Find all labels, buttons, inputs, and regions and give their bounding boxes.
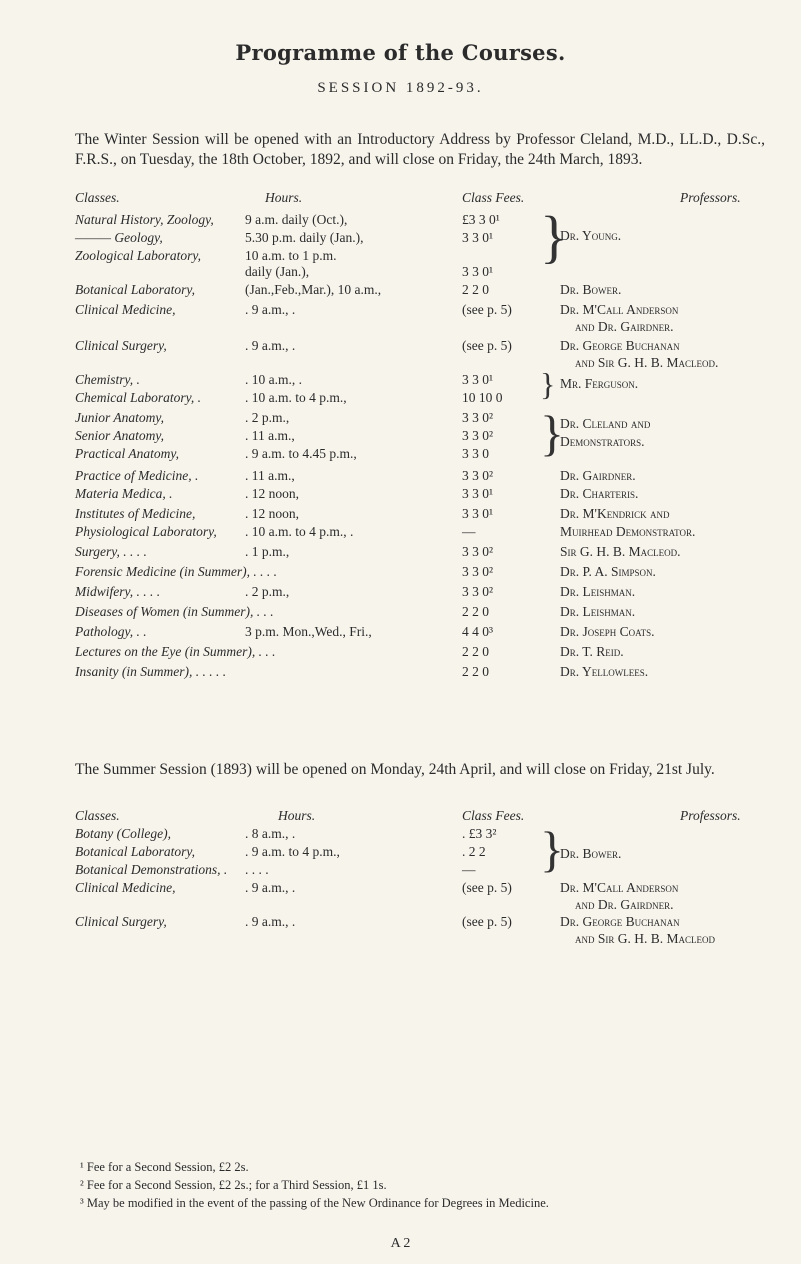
winter-class: Diseases of Women (in Summer), . . . bbox=[75, 604, 274, 619]
winter-fees: 3 3 0² bbox=[462, 564, 494, 579]
summer-row bbox=[0, 826, 801, 844]
winter-row bbox=[0, 506, 801, 524]
summer-fees: (see p. 5) bbox=[462, 914, 512, 929]
winter-fees: 3 3 0² bbox=[462, 468, 494, 483]
winter-row bbox=[0, 524, 801, 542]
summer-hours: . 9 a.m. to 4 p.m., bbox=[245, 844, 340, 859]
winter-fees: 3 3 0² bbox=[462, 584, 494, 599]
winter-professor-2: and Sir G. H. B. Macleod. bbox=[575, 355, 719, 370]
winter-row bbox=[0, 544, 801, 562]
winter-hours: . 12 noon, bbox=[245, 486, 299, 501]
winter-fees: £3 3 0¹ bbox=[462, 212, 500, 227]
summer-class: Clinical Medicine, bbox=[75, 880, 176, 895]
winter-class: Institutes of Medicine, bbox=[75, 506, 196, 521]
winter-class: Chemistry, . bbox=[75, 372, 140, 387]
winter-professor: Dr. Gairdner. bbox=[560, 468, 636, 483]
winter-hours: . 2 p.m., bbox=[245, 410, 290, 425]
summer-row bbox=[0, 862, 801, 880]
summer-hours: . 9 a.m., . bbox=[245, 880, 296, 895]
prof-ferguson: Mr. Ferguson. bbox=[560, 376, 639, 391]
prof-cleland: Dr. Cleland and bbox=[560, 416, 651, 431]
winter-class: Materia Medica, . bbox=[75, 486, 173, 501]
winter-row bbox=[0, 338, 801, 356]
winter-professor: Dr. T. Reid. bbox=[560, 644, 624, 659]
winter-class: Senior Anatomy, bbox=[75, 428, 164, 443]
winter-class: Chemical Laboratory, . bbox=[75, 390, 202, 405]
summer-fees: . 2 2 bbox=[462, 844, 486, 859]
summer-class: Clinical Surgery, bbox=[75, 914, 167, 929]
winter-professor: Dr. George Buchanan bbox=[560, 338, 680, 353]
summer-class: Botanical Demonstrations, . bbox=[75, 862, 228, 877]
winter-hours: . 2 p.m., bbox=[245, 584, 290, 599]
winter-row-cont bbox=[0, 319, 801, 337]
winter-professor: Dr. Joseph Coats. bbox=[560, 624, 655, 639]
winter-class: ——— Geology, bbox=[75, 230, 163, 245]
winter-fees: 3 3 0 bbox=[462, 446, 489, 461]
winter-class: Natural History, Zoology, bbox=[75, 212, 214, 227]
winter-class: Pathology, . . bbox=[75, 624, 147, 639]
prof-bower-summer: Dr. Bower. bbox=[560, 846, 622, 861]
winter-intro: The Winter Session will be opened with an Introductory Address by Professor Cleland, M.D., LL.D., D.Sc., F.R.S., on Tuesday, the 18th October, 1892, and will close on Friday, the 24th March, 1893. bbox=[75, 131, 765, 168]
winter-fees: 3 3 0¹ bbox=[462, 372, 494, 387]
winter-fees: 3 3 0² bbox=[462, 428, 494, 443]
winter-fees: 3 3 0¹ bbox=[462, 264, 494, 279]
summer-professor-2: and Dr. Gairdner. bbox=[575, 897, 674, 912]
summer-class: Botanical Laboratory, bbox=[75, 844, 196, 859]
winter-fees: 2 2 0 bbox=[462, 604, 489, 619]
winter-hours: . 9 a.m., . bbox=[245, 302, 296, 317]
winter-professor: Dr. Yellowlees. bbox=[560, 664, 649, 679]
footnote-1: ¹ Fee for a Second Session, £2 2s. bbox=[80, 1160, 249, 1174]
winter-fees: 10 10 0 bbox=[462, 390, 503, 405]
summer-fees: (see p. 5) bbox=[462, 880, 512, 895]
winter-fees: 2 2 0 bbox=[462, 664, 489, 679]
winter-row bbox=[0, 664, 801, 682]
winter-class: Practice of Medicine, . bbox=[75, 468, 199, 483]
winter-class: Midwifery, . . . . bbox=[75, 584, 161, 599]
summer-fees: . £3 3² bbox=[462, 826, 497, 841]
winter-class: Clinical Medicine, bbox=[75, 302, 176, 317]
summer-intro: The Summer Session (1893) will be opened on Monday, 24th April, and will close on Friday, 21st July. bbox=[75, 761, 715, 778]
winter-row bbox=[0, 468, 801, 486]
winter-hours: . 11 a.m., bbox=[245, 428, 295, 443]
winter-row bbox=[0, 584, 801, 602]
winter-row bbox=[0, 282, 801, 300]
col-fees: Class Fees. bbox=[462, 190, 525, 205]
winter-hours: . 9 a.m., . bbox=[245, 338, 296, 353]
winter-row bbox=[0, 604, 801, 622]
summer-row-cont bbox=[0, 897, 801, 915]
winter-class: Botanical Laboratory, bbox=[75, 282, 196, 297]
summer-row-cont bbox=[0, 931, 801, 949]
winter-professor: Dr. P. A. Simpson. bbox=[560, 564, 656, 579]
winter-professor: Dr. Charteris. bbox=[560, 486, 639, 501]
winter-hours: . 1 p.m., bbox=[245, 544, 290, 559]
winter-fees: 3 3 0² bbox=[462, 410, 494, 425]
winter-hours: . 9 a.m. to 4.45 p.m., bbox=[245, 446, 357, 461]
winter-professor: Dr. Leishman. bbox=[560, 604, 636, 619]
winter-class: Clinical Surgery, bbox=[75, 338, 167, 353]
summer-row bbox=[0, 914, 801, 932]
winter-fees: (see p. 5) bbox=[462, 338, 512, 353]
winter-fees: — bbox=[462, 524, 476, 539]
prof-young: Dr. Young. bbox=[560, 228, 622, 243]
winter-row bbox=[0, 644, 801, 662]
winter-fees: (see p. 5) bbox=[462, 302, 512, 317]
summer-professor: Dr. George Buchanan bbox=[560, 914, 680, 929]
col-hours: Hours. bbox=[265, 190, 303, 205]
footnote-2: ² Fee for a Second Session, £2 2s.; for a Third Session, £1 1s. bbox=[80, 1178, 387, 1192]
winter-hours: 10 a.m. to 1 p.m. bbox=[245, 248, 337, 263]
winter-class: Lectures on the Eye (in Summer), . . . bbox=[75, 644, 276, 659]
brace-young: } bbox=[540, 204, 568, 269]
winter-professor: Dr. M'Call Anderson bbox=[560, 302, 679, 317]
winter-professor: Muirhead Demonstrator. bbox=[560, 524, 696, 539]
winter-class: Insanity (in Summer), . . . . . bbox=[75, 664, 227, 679]
summer-row bbox=[0, 880, 801, 898]
winter-hours: . 10 a.m. to 4 p.m., . bbox=[245, 524, 354, 539]
winter-row-cont bbox=[0, 355, 801, 373]
winter-fees: 3 3 0¹ bbox=[462, 486, 494, 501]
summer-hours: . . . . bbox=[245, 862, 269, 877]
col-hours-summer: Hours. bbox=[278, 808, 316, 823]
winter-hours: . 11 a.m., bbox=[245, 468, 295, 483]
winter-row bbox=[0, 264, 801, 282]
winter-hours: . 10 a.m. to 4 p.m., bbox=[245, 390, 347, 405]
summer-fees: — bbox=[462, 862, 476, 877]
winter-fees: 3 3 0¹ bbox=[462, 506, 494, 521]
winter-hours: 5.30 p.m. daily (Jan.), bbox=[245, 230, 364, 245]
page-heading: Programme of the Courses. bbox=[235, 40, 566, 65]
brace-ferguson: } bbox=[540, 366, 556, 402]
winter-hours: 9 a.m. daily (Oct.), bbox=[245, 212, 348, 227]
winter-professor: Sir G. H. B. Macleod. bbox=[560, 544, 681, 559]
winter-row bbox=[0, 564, 801, 582]
col-profs: Professors. bbox=[680, 190, 741, 205]
winter-class: Junior Anatomy, bbox=[75, 410, 164, 425]
summer-hours: . 8 a.m., . bbox=[245, 826, 296, 841]
winter-row bbox=[0, 302, 801, 320]
winter-class: Practical Anatomy, bbox=[75, 446, 179, 461]
winter-hours: . 10 a.m., . bbox=[245, 372, 302, 387]
brace-cleland: } bbox=[540, 405, 564, 461]
col-classes-summer: Classes. bbox=[75, 808, 120, 823]
winter-hours: 3 p.m. Mon.,Wed., Fri., bbox=[245, 624, 372, 639]
winter-fees: 3 3 0² bbox=[462, 544, 494, 559]
brace-bower: } bbox=[540, 821, 564, 877]
summer-class: Botany (College), bbox=[75, 826, 171, 841]
winter-professor: Dr. M'Kendrick and bbox=[560, 506, 670, 521]
winter-row bbox=[0, 624, 801, 642]
col-fees-summer: Class Fees. bbox=[462, 808, 525, 823]
winter-hours: daily (Jan.), bbox=[245, 264, 310, 279]
prof-cleland-2: Demonstrators. bbox=[560, 434, 645, 449]
winter-fees: 2 2 0 bbox=[462, 282, 489, 297]
summer-professor: Dr. M'Call Anderson bbox=[560, 880, 679, 895]
page-number: A 2 bbox=[390, 1236, 411, 1251]
session-title: SESSION 1892-93. bbox=[317, 80, 484, 96]
winter-class: Physiological Laboratory, bbox=[75, 524, 217, 539]
winter-professor: Dr. Leishman. bbox=[560, 584, 636, 599]
winter-hours: (Jan.,Feb.,Mar.), 10 a.m., bbox=[245, 282, 382, 297]
winter-hours: . 12 noon, bbox=[245, 506, 299, 521]
winter-fees: 4 4 0³ bbox=[462, 624, 494, 639]
summer-professor-2: and Sir G. H. B. Macleod bbox=[575, 931, 716, 946]
winter-class: Surgery, . . . . bbox=[75, 544, 147, 559]
winter-class: Zoological Laboratory, bbox=[75, 248, 202, 263]
winter-row bbox=[0, 486, 801, 504]
col-classes: Classes. bbox=[75, 190, 120, 205]
summer-hours: . 9 a.m., . bbox=[245, 914, 296, 929]
winter-fees: 3 3 0¹ bbox=[462, 230, 494, 245]
winter-professor: Dr. Bower. bbox=[560, 282, 622, 297]
winter-fees: 2 2 0 bbox=[462, 644, 489, 659]
col-profs-summer: Professors. bbox=[680, 808, 741, 823]
winter-professor-2: and Dr. Gairdner. bbox=[575, 319, 674, 334]
footnote-3: ³ May be modified in the event of the passing of the New Ordinance for Degrees in Medicine. bbox=[80, 1196, 549, 1210]
winter-class: Forensic Medicine (in Summer), . . . . bbox=[75, 564, 277, 579]
